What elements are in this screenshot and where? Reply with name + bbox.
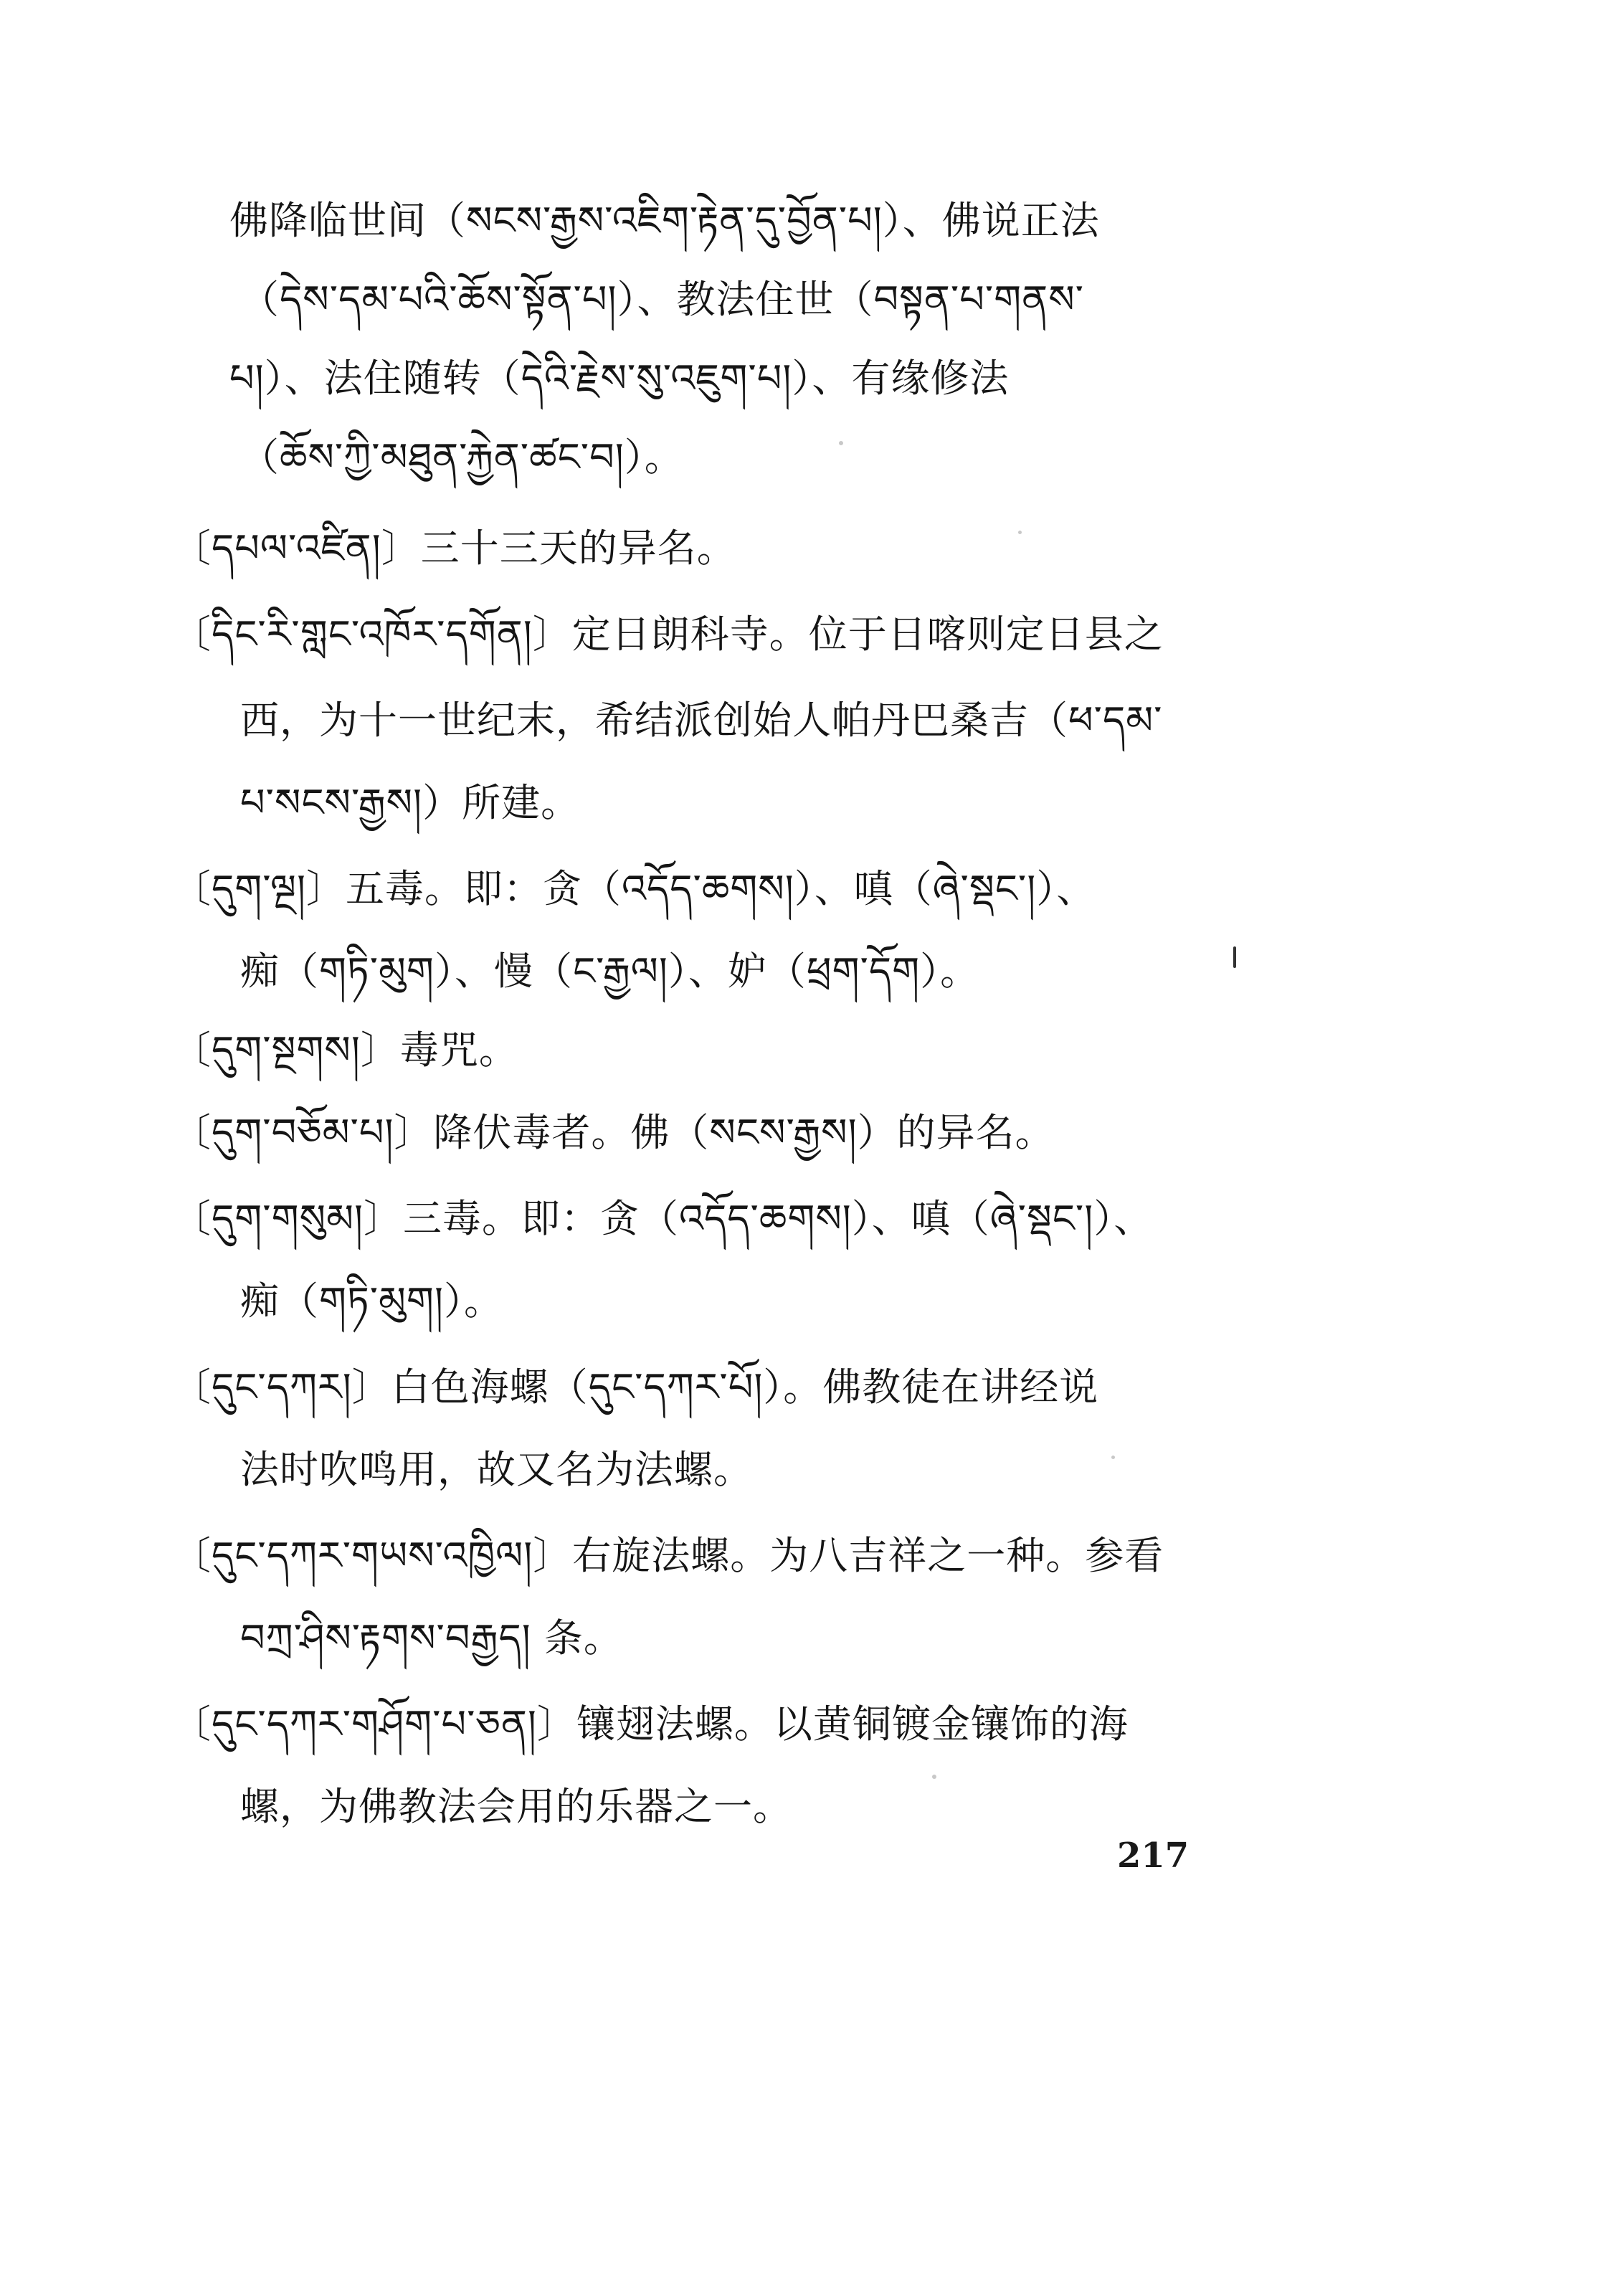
dictionary-entry: 〔དུང་དཀར།〕白色海螺（དུང་དཀར་པོ།）。佛教徒在讲经说 xyxy=(172,1364,1099,1410)
scan-speck xyxy=(1018,531,1022,534)
dictionary-entry: 〔དུག་གསུམ།〕三毒。即：贪（འདོད་ཆགས།）、嗔（ཞེ་སྡང་།）、 xyxy=(172,1196,1154,1241)
scan-speck xyxy=(839,441,843,445)
text-line: 痴（གཏི་མུག།）。 xyxy=(240,1278,503,1324)
text-line: 西，为十一世纪末，希结派创始人帕丹巴桑吉（ཕ་དམ་ xyxy=(240,698,1163,743)
text-line: 螺，为佛教法会用的乐器之一。 xyxy=(240,1784,792,1829)
page-number: 217 xyxy=(1117,1836,1189,1876)
text-line: 佛降临世间（སངས་རྒྱས་འཇིག་རྟེན་དུ་བྱོན་པ།）、佛说正法 xyxy=(229,198,1100,243)
scan-speck xyxy=(1111,1456,1115,1459)
dictionary-entry: 〔དུག་སྔགས།〕毒咒。 xyxy=(172,1027,518,1073)
text-line: བཀྲ་ཤིས་རྟགས་བརྒྱད། 条。 xyxy=(240,1615,623,1661)
scan-mark xyxy=(1233,946,1236,968)
scan-speck xyxy=(932,1775,936,1779)
dictionary-entry: 〔དུང་དཀར་གཤོག་པ་ཅན།〕镶翅法螺。以黄铜镀金镶饰的海 xyxy=(172,1701,1129,1747)
dictionary-entry: 〔དུག་བཅོམ་པ།〕降伏毒者。佛（སངས་རྒྱས།）的异名。 xyxy=(172,1110,1055,1155)
dictionary-entry: 〔དུང་དཀར་གཡས་འཁྱིལ།〕右旋法螺。为八吉祥之一种。参看 xyxy=(172,1533,1164,1578)
text-line: པ་སངས་རྒྱས།）所建。 xyxy=(240,780,581,825)
text-line: པ།）、法住随转（དེའི་རྗེས་སུ་འཇུག་པ།）、有缘修法 xyxy=(229,356,1010,401)
dictionary-entry: 〔དིང་རི་གླང་འཁོར་དགོན།〕定日朗科寺。位于日喀则定日县之 xyxy=(172,612,1164,657)
text-line: （དེས་དམ་པའི་ཆོས་སྟོན་པ།）、教法住世（བསྟན་པ་གནས་ xyxy=(240,277,1084,322)
text-line: 法时吹鸣用，故又名为法螺。 xyxy=(240,1447,753,1492)
dictionary-entry: 〔དཔལ་འཛིན།〕三十三天的异名。 xyxy=(172,526,736,571)
text-line: （ཆོས་ཀྱི་མཐུན་རྐྱེན་ཚང་བ།）。 xyxy=(240,435,684,480)
dictionary-entry: 〔དུག་ལྔ།〕五毒。即：贪（འདོད་ཆགས།）、嗔（ཞེ་སྡང་།）、 xyxy=(172,866,1096,911)
text-line: 痴（གཏི་མུག）、慢（ང་རྒྱལ།）、妒（ཕྲག་དོག）。 xyxy=(240,949,980,994)
